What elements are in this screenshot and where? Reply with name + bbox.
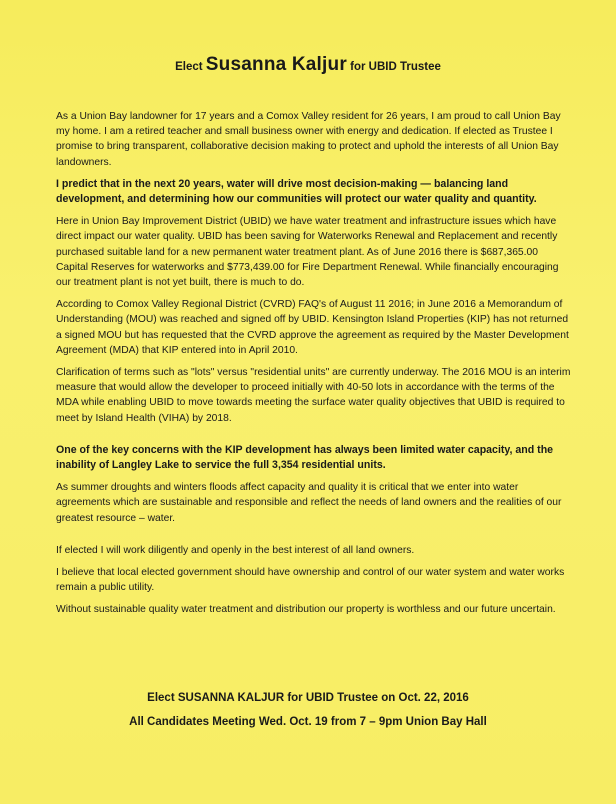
- title-office: UBID Trustee: [368, 61, 441, 73]
- paragraph-droughts: As summer droughts and winters floods affect capacity and quality it is critical that we enter into water agreements which are sustainable and responsible and reflect the needs of land owners and the realities of our greatest resource – water.: [56, 482, 562, 524]
- paragraph-intro: As a Union Bay landowner for 17 years and a Comox Valley resident for 26 years, I am proud to call Union Bay my home. I am a retired teacher and small business owner with energy and dedication. If elected as Trustee I promise to bring transparent, collaborative decision making to protect and uphold the interests of all Union Bay landowners.: [56, 111, 561, 168]
- paragraph-conclusion: Without sustainable quality water treatment and distribution our property is worthless and our future uncertain.: [56, 604, 556, 616]
- footer-election-date: Elect SUSANNA KALJUR for UBID Trustee on Oct. 22, 2016: [147, 692, 469, 704]
- paragraph-pledge: If elected I will work diligently and openly in the best interest of all land owners.: [56, 544, 415, 556]
- paragraph-public-utility: I believe that local elected government should have ownership and control of our water system and water works remain a public utility.: [56, 567, 565, 594]
- paragraph-ubid: Here in Union Bay Improvement District (UBID) we have water treatment and infrastructure issues which have direct impact our water quality. UBID has been saving for Waterworks Renewal and Replacement and recently purchased suitable land for a new permanent water treatment plant. As of June 2016 there is $687,365.00 Capital Reserves for waterworks and $773,439.00 for Fire Department Renewal. While financially encouraging our treatment plant is not yet built, there is much to do.: [56, 216, 559, 289]
- paragraph-cvrd: According to Comox Valley Regional District (CVRD) FAQ's of August 11 2016; in June 2016 a Memorandum of Understanding (MOU) was reached and signed off by UBID. Kensington Island Properties (KIP) has not returned a signed MOU but has requested that the CVRD approve the agreement as required by the Master Development Agreement (MDA) that KIP entered into in April 2010.: [56, 299, 569, 356]
- title-for: for: [350, 61, 366, 73]
- paragraph-clarification: Clarification of terms such as "lots" versus "residential units" are currently underway. The 2016 MOU is an interim measure that would allow the developer to proceed initially with 40-50 lots in accordance with the terms of the MDA while enabling UBID to move towards meeting the surface water quality objectives that UBID is required to meet by Island Health (VIHA) by 2018.: [56, 367, 571, 424]
- paragraph-prediction: I predict that in the next 20 years, water will drive most decision-making — balancing land development, and determining how our communities will protect our water quality and quantity.: [56, 177, 537, 206]
- title-elect: Elect: [175, 61, 203, 73]
- flyer-title: [0, 54, 616, 76]
- candidate-name: Susanna Kaljur: [205, 54, 347, 75]
- spacer: [56, 533, 571, 543]
- paragraph-key-concerns: One of the key concerns with the KIP development has always been limited water capacity, and the inability of Langley Lake to service the full 3,354 residential units.: [56, 443, 554, 472]
- flyer-body: [56, 109, 571, 625]
- footer-meeting: All Candidates Meeting Wed. Oct. 19 from 7 – 9pm Union Bay Hall: [129, 716, 487, 728]
- spacer: [56, 433, 571, 443]
